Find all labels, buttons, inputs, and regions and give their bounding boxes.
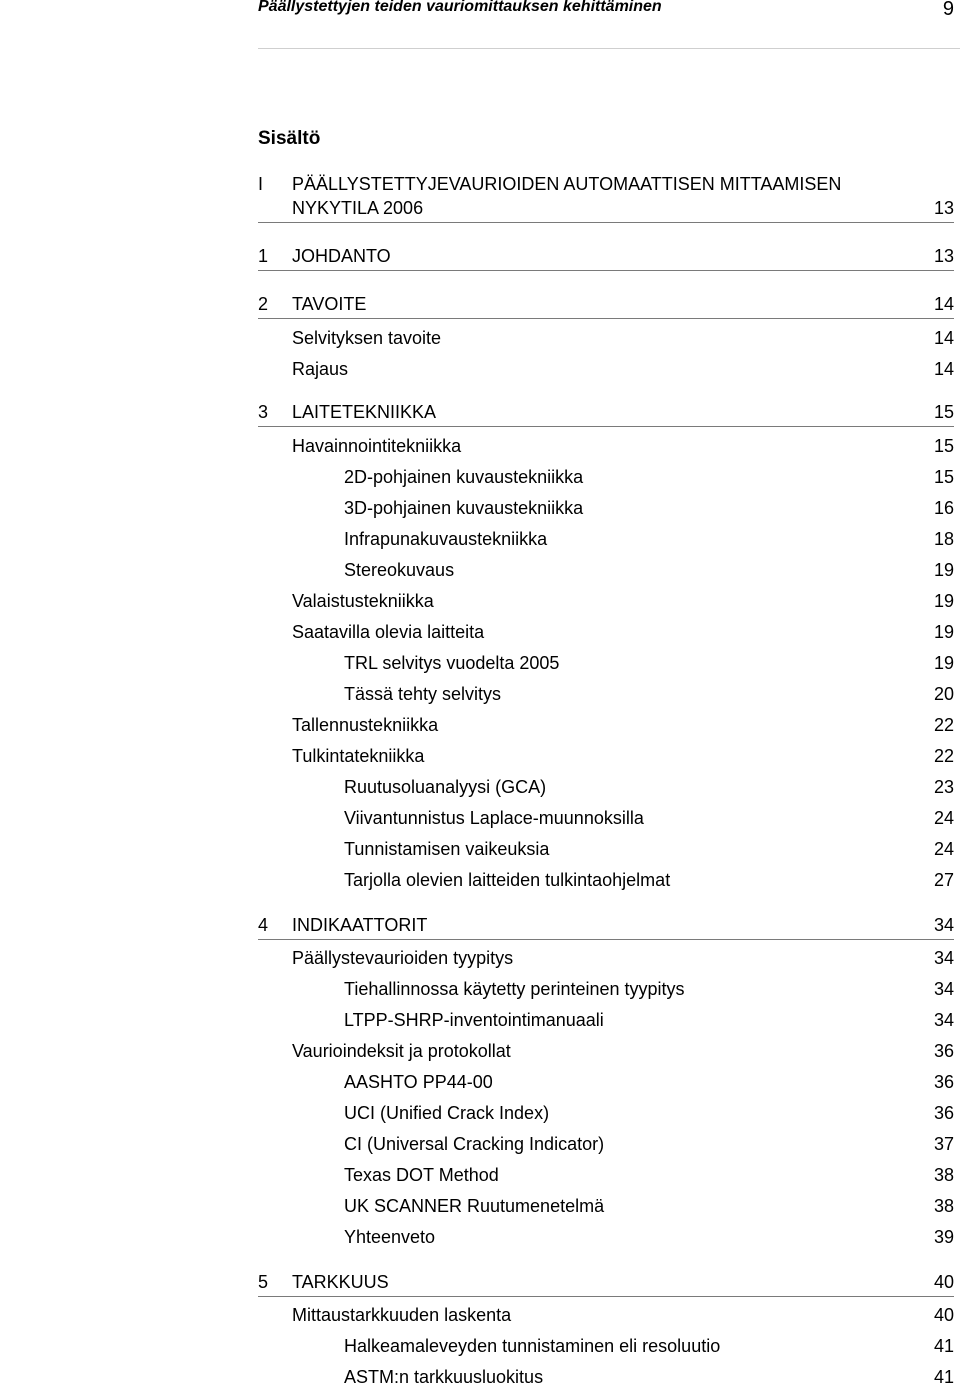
- toc-entry-number: 2: [258, 294, 269, 314]
- toc-entry-title: Rajaus: [292, 359, 349, 379]
- toc-entry[interactable]: [258, 977, 954, 1001]
- toc-entry-page: 36: [933, 1103, 954, 1123]
- toc-heading: Sisältö: [258, 128, 321, 149]
- toc-entry-title: Tallennustekniikka: [292, 715, 439, 735]
- toc-entry-title: TARKKUUS: [292, 1272, 389, 1292]
- toc-entry-title: Yhteenveto: [344, 1227, 436, 1247]
- toc-entry-title: Tässä tehty selvitys: [344, 684, 502, 704]
- toc-entry-page: 16: [933, 498, 954, 518]
- toc-entry-title: Päällystevaurioiden tyypitys: [292, 948, 514, 968]
- toc-entry-title: 3D-pohjainen kuvaustekniikka: [344, 498, 584, 518]
- toc-entry-page: 34: [933, 915, 954, 935]
- toc-entry[interactable]: [258, 682, 954, 706]
- toc-entry-page: 15: [933, 436, 954, 456]
- toc-entry-page: 40: [933, 1272, 954, 1292]
- toc-entry-page: 13: [933, 198, 954, 218]
- running-title: Päällystettyjen teiden vauriomittauksen kehittäminen: [258, 0, 662, 15]
- toc-entry-title: UK SCANNER Ruutumenetelmä: [344, 1196, 605, 1216]
- toc-entry-title: JOHDANTO: [292, 246, 391, 266]
- toc-entry-title: Texas DOT Method: [344, 1165, 499, 1185]
- toc-entry-page: 38: [933, 1165, 954, 1185]
- toc-entry-page: 36: [933, 1041, 954, 1061]
- toc-entry-title: Tarjolla olevien laitteiden tulkintaohjelmat: [344, 870, 671, 890]
- toc-entry-title: Stereokuvaus: [344, 560, 455, 580]
- toc-entry-page: 19: [933, 560, 954, 580]
- toc-entry-title: Valaistustekniikka: [292, 591, 434, 611]
- toc-entry[interactable]: [258, 620, 954, 644]
- toc-entry-page: 15: [933, 402, 954, 422]
- page-number: 9: [942, 0, 954, 20]
- toc-entry-page: 14: [933, 359, 954, 379]
- toc-entry-page: 34: [933, 948, 954, 968]
- toc-entry-title: 2D-pohjainen kuvaustekniikka: [344, 467, 584, 487]
- toc-entry[interactable]: [258, 326, 954, 350]
- toc-entry[interactable]: [258, 775, 954, 799]
- toc-entry[interactable]: [258, 1194, 954, 1218]
- toc-entry-title: Ruutusoluanalyysi (GCA): [344, 777, 547, 797]
- toc-entry-page: 41: [933, 1367, 954, 1387]
- toc-entry-title: PÄÄLLYSTETTYJEVAURIOIDEN AUTOMAATTISEN MITTAAMISEN: [292, 174, 842, 194]
- toc-entry-number: 3: [258, 402, 269, 422]
- toc-entry-page: 19: [933, 653, 954, 673]
- toc-entry[interactable]: [258, 1303, 954, 1327]
- toc-entry[interactable]: [258, 465, 954, 489]
- toc-entry-page: 13: [933, 246, 954, 266]
- toc-entry-title: Selvityksen tavoite: [292, 328, 442, 348]
- toc-entry-page: 24: [933, 839, 954, 859]
- toc-entry-title: Halkeamaleveyden tunnistaminen eli resoluutio: [344, 1336, 721, 1356]
- toc-chapter-entry[interactable]: [258, 292, 954, 319]
- toc-entry-page: 22: [933, 746, 954, 766]
- toc-entry-title: Havainnointitekniikka: [292, 436, 462, 456]
- toc-entry-title: ASTM:n tarkkuusluokitus: [344, 1367, 544, 1387]
- toc-entry-page: 19: [933, 622, 954, 642]
- toc-chapter-entry[interactable]: [258, 1270, 954, 1297]
- toc-entry[interactable]: [258, 713, 954, 737]
- toc-entry[interactable]: [258, 1101, 954, 1125]
- toc-entry-title: Tiehallinnossa käytetty perinteinen tyypitys: [344, 979, 685, 999]
- toc-entry-title: INDIKAATTORIT: [292, 915, 428, 935]
- toc-entry-title: Tunnistamisen vaikeuksia: [344, 839, 550, 859]
- toc-entry-number: 1: [258, 246, 269, 266]
- toc-chapter-entry[interactable]: [258, 913, 954, 940]
- toc-entry-page: 40: [933, 1305, 954, 1325]
- toc-entry[interactable]: [258, 1070, 954, 1094]
- toc-entry-number: I: [258, 174, 264, 194]
- toc-entry-page: 22: [933, 715, 954, 735]
- toc-entry-title: Viivantunnistus Laplace-muunnoksilla: [344, 808, 644, 828]
- toc-entry[interactable]: [258, 434, 954, 458]
- toc-entry[interactable]: [258, 1225, 954, 1249]
- toc-entry-page: 41: [933, 1336, 954, 1356]
- toc-entry[interactable]: [258, 946, 954, 970]
- toc-entry-number: 4: [258, 915, 269, 935]
- toc-entry-title: TRL selvitys vuodelta 2005: [344, 653, 560, 673]
- toc-entry-title: CI (Universal Cracking Indicator): [344, 1134, 605, 1154]
- page-header: [258, 0, 960, 49]
- toc-entry-page: 36: [933, 1072, 954, 1092]
- toc-entry-page: 15: [933, 467, 954, 487]
- toc-entry[interactable]: [258, 1365, 954, 1389]
- toc-entry[interactable]: [258, 806, 954, 830]
- toc-entry[interactable]: [258, 1132, 954, 1156]
- toc-entry-page: 37: [933, 1134, 954, 1154]
- toc-entry[interactable]: [258, 1008, 954, 1032]
- toc-entry-title: Tulkintatekniikka: [292, 746, 425, 766]
- toc-entry-page: 24: [933, 808, 954, 828]
- toc-entry-page: 23: [933, 777, 954, 797]
- toc-entry-title: Vaurioindeksit ja protokollat: [292, 1041, 511, 1061]
- toc-entry-page: 34: [933, 1010, 954, 1030]
- toc-entry-page: 18: [933, 529, 954, 549]
- toc-entry-title: Saatavilla olevia laitteita: [292, 622, 485, 642]
- toc-entry-number: 5: [258, 1272, 269, 1292]
- toc-entry-page: 14: [933, 294, 954, 314]
- toc-entry[interactable]: [258, 837, 954, 861]
- toc-entry-title: Infrapunakuvaustekniikka: [344, 529, 548, 549]
- toc-chapter-entry[interactable]: [258, 400, 954, 427]
- toc-entry[interactable]: [258, 744, 954, 768]
- toc-entry[interactable]: [258, 1039, 954, 1063]
- toc-entry[interactable]: [258, 558, 954, 582]
- toc-entry-page: 27: [933, 870, 954, 890]
- toc-entry-title: LAITETEKNIIKKA: [292, 402, 437, 422]
- toc-entry[interactable]: [258, 527, 954, 551]
- toc-entry[interactable]: [258, 651, 954, 675]
- toc-entry[interactable]: [258, 1163, 954, 1187]
- toc-entry-page: 38: [933, 1196, 954, 1216]
- toc-entry-title: UCI (Unified Crack Index): [344, 1103, 550, 1123]
- toc-entry-title: LTPP-SHRP-inventointimanuaali: [344, 1010, 604, 1030]
- toc-entry-page: 34: [933, 979, 954, 999]
- toc-entry-title: AASHTO PP44-00: [344, 1072, 493, 1092]
- toc-entry-page: 39: [933, 1227, 954, 1247]
- toc-entry-title: TAVOITE: [292, 294, 367, 314]
- toc-entry[interactable]: [258, 357, 954, 381]
- toc-entry-page: 20: [933, 684, 954, 704]
- toc-entry-page: 19: [933, 591, 954, 611]
- toc-chapter-entry[interactable]: [258, 244, 954, 271]
- toc-entry-title: Mittaustarkkuuden laskenta: [292, 1305, 512, 1325]
- toc-entry[interactable]: [258, 868, 954, 892]
- toc-entry[interactable]: [258, 589, 954, 613]
- toc-part-entry[interactable]: [258, 172, 954, 223]
- toc-entry-page: 14: [933, 328, 954, 348]
- toc-entry[interactable]: [258, 1334, 954, 1358]
- toc-entry-title-continued: NYKYTILA 2006: [292, 198, 424, 218]
- toc-entry[interactable]: [258, 496, 954, 520]
